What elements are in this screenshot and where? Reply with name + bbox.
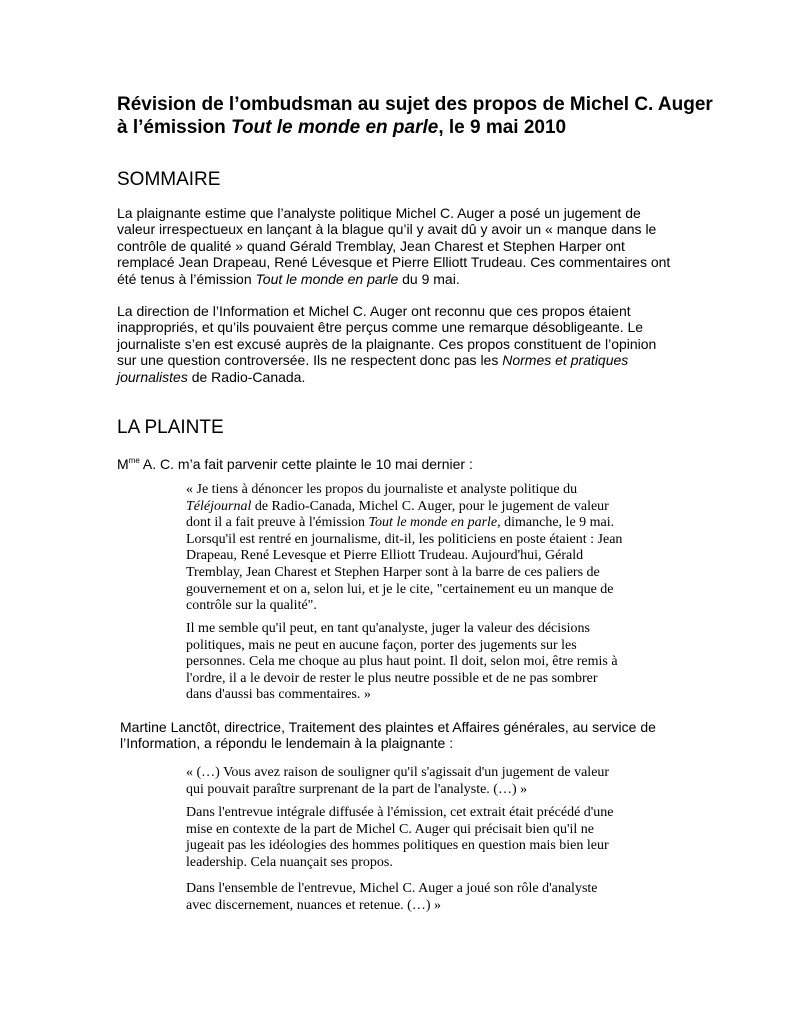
sommaire-heading: SOMMAIRE <box>117 169 221 190</box>
title-text: Révision de l’ombudsman au sujet des propos de Michel C. Auger à l’émission <box>117 94 713 138</box>
title-date: , le 9 mai 2010 <box>438 117 567 138</box>
sommaire-paragraph-1: La plaignante estime que l’analyste politique Michel C. Auger a posé un jugement de valeur irrespectueux en lançant à la blague qu’il y avait dû y avoir un « manque dans le contrôle de qualité » quand Gérald Tremblay, Jean Charest et Stephen Harper ont remplacé Jean Drapeau, René Lévesque et Pierre Elliott Trudeau. Ces commentaires ont été tenus à l’émission Tout le monde en parle du 9 mai. <box>117 205 671 287</box>
reply-quote-2: Dans l'entrevue intégrale diffusée à l'émission, cet extrait était précédé d'une mise en contexte de la part de Michel C. Auger qui précisait bien qu'il ne jugeait pas les idéologies des hommes politiques en question mais bien leur leadership. Cela nuançait ses propos. <box>186 805 614 870</box>
reply-quote-1: « (…) Vous avez raison de souligner qu'il s'agissait d'un jugement de valeur qui pouvait paraître surprenant de la part de l'analyste. (…) » <box>186 765 610 797</box>
sommaire-paragraph-2: La direction de l’Information et Michel C. Auger ont reconnu que ces propos étaient inappropriés, et qu’ils pouvaient être perçus comme une remarque désobligeante. Le journaliste s’en est excusé auprès de la plaignante. Ces propos constituent de l’opinion sur une question controversée. Ils ne respectent donc pas les Normes et pratiques journalistes de Radio-Canada. <box>117 303 657 385</box>
plainte-heading: LA PLAINTE <box>117 417 224 438</box>
complaint-quote-2: Il me semble qu'il peut, en tant qu'analyste, juger la valeur des décisions politiques, mais ne peut en aucune façon, porter des jugements sur les personnes. Cela me choque au plus haut point. Il doit, selon moi, être remis à l'ordre, il a le devoir de rester le plus neutre possible et de ne pas sombrer dans d'aussi bas commentaires. » <box>186 621 618 703</box>
document-title <box>117 93 717 139</box>
plainte-intro: $M^{me}$ A. C. m’a fait parvenir cette plainte le 10 mai dernier : <box>117 456 473 472</box>
complaint-quote-1: « Je tiens à dénoncer les propos du journaliste et analyste politique du Téléjournal de Radio-Canada, Michel C. Auger, pour le jugement de valeur dont il a fait preuve à l'émission Tout le monde en parle, dimanche, le 9 mai. Lorsqu'il est rentré en journalisme, dit-il, les politiciens en poste étaient : Jean Drapeau, René Levesque et Pierre Elliott Trudeau. Aujourd'hui, Gérald Tremblay, Jean Charest et Stephen Harper sont à la barre de ces paliers de gouvernement et on a, selon lui, et je le cite, "certainement eu un manque de contrôle sur la qualité". <box>186 482 623 614</box>
title-show-name: Tout le monde en parle <box>231 117 439 138</box>
reply-intro: Martine Lanctôt, directrice, Traitement des plaintes et Affaires générales, au service de l’Information, a répondu le lendemain à la plaignante : <box>120 719 656 752</box>
reply-quote-3: Dans l'ensemble de l'entrevue, Michel C. Auger a joué son rôle d'analyste avec discernement, nuances et retenue. (…) » <box>186 881 598 913</box>
